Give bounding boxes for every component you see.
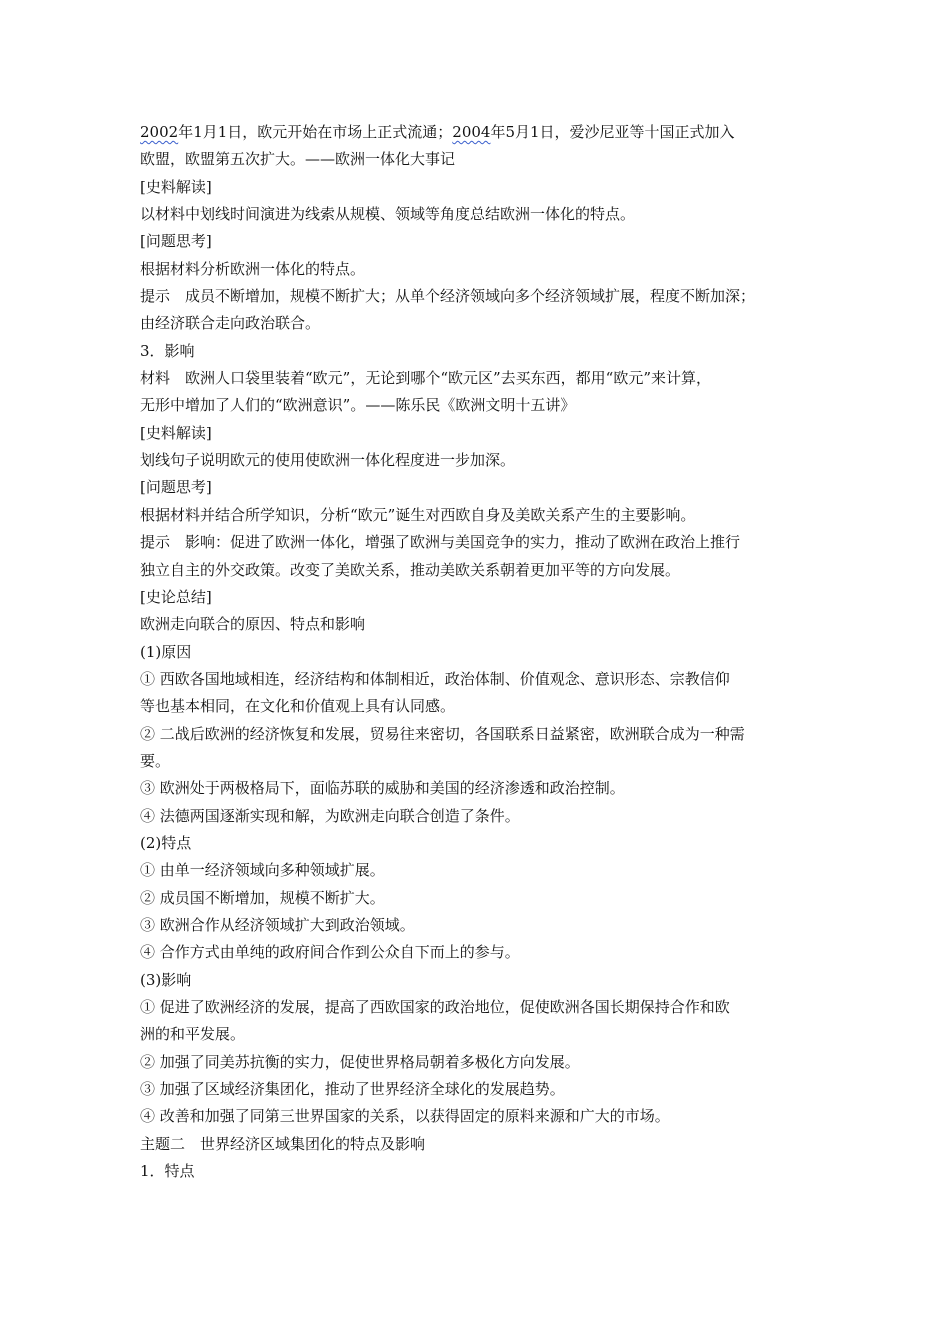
text-line: [140, 939, 830, 966]
text-run: (1)原因: [140, 642, 192, 661]
text-run: [问题思考]: [140, 478, 212, 497]
text-run: 无形中增加了人们的“欧洲意识”。——陈乐民《欧洲文明十五讲》: [140, 396, 576, 415]
text-line: [140, 119, 830, 146]
text-run: 3．影响: [140, 341, 195, 360]
text-run: 由经济联合走向政治联合。: [140, 314, 321, 333]
text-line: [140, 584, 830, 611]
text-run: ② 二战后欧洲的经济恢复和发展，贸易往来密切，各国联系日益紧密，欧洲联合成为一种需: [140, 724, 745, 743]
text-line: [140, 146, 830, 173]
text-line: [140, 775, 830, 802]
text-line: [140, 256, 830, 283]
text-run: ③ 加强了区域经济集团化，推动了世界经济全球化的发展趋势。: [140, 1080, 565, 1099]
text-line: [140, 912, 830, 939]
text-line: [140, 639, 830, 666]
text-line: [140, 201, 830, 228]
text-line: [140, 748, 830, 775]
text-run: 欧盟，欧盟第五次扩大。——欧洲一体化大事记: [140, 150, 456, 169]
text-line: [140, 474, 830, 501]
text-line: [140, 693, 830, 720]
text-run: ④ 法德两国逐渐实现和解，为欧洲走向联合创造了条件。: [140, 806, 520, 825]
text-run: 材料 欧洲人口袋里装着“欧元”，无论到哪个“欧元区”去买东西，都用“欧元”来计算，: [140, 369, 712, 388]
text-run: 等也基本相同，在文化和价值观上具有认同感。: [140, 697, 456, 716]
text-run: 提示 影响：促进了欧洲一体化，增强了欧洲与美国竞争的实力，推动了欧洲在政治上推行: [140, 533, 741, 552]
text-line: [140, 1131, 830, 1158]
text-line: [140, 365, 830, 392]
text-line: [140, 174, 830, 201]
text-run: 提示 成员不断增加，规模不断扩大；从单个经济领域向多个经济领域扩展，程度不断加深；: [140, 287, 756, 306]
text-run: 以材料中划线时间演进为线索从规模、领域等角度总结欧洲一体化的特点。: [140, 205, 636, 224]
text-line: [140, 830, 830, 857]
text-line: [140, 1021, 830, 1048]
text-line: [140, 228, 830, 255]
text-run: 划线句子说明欧元的使用使欧洲一体化程度进一步加深。: [140, 451, 516, 470]
wavy-underlined-date: 2002: [140, 123, 179, 141]
text-line: [140, 803, 830, 830]
text-run: ① 由单一经济领域向多种领域扩展。: [140, 861, 385, 880]
text-run: (3)影响: [140, 970, 192, 989]
text-line: [140, 1158, 830, 1185]
text-run: 1．特点: [140, 1162, 195, 1181]
text-run: [史料解读]: [140, 177, 212, 196]
text-run: ③ 欧洲处于两极格局下，面临苏联的威胁和美国的经济渗透和政治控制。: [140, 779, 625, 798]
text-line: [140, 310, 830, 337]
document-body: [140, 119, 830, 1185]
text-line: [140, 1049, 830, 1076]
wavy-underlined-date: 2004: [452, 123, 491, 141]
text-line: [140, 611, 830, 638]
text-run: [史论总结]: [140, 587, 212, 606]
text-run: 欧洲走向联合的原因、特点和影响: [140, 615, 366, 634]
text-run: ④ 改善和加强了同第三世界国家的关系，以获得固定的原料来源和广大的市场。: [140, 1107, 670, 1126]
text-run: 年1月1日，欧元开始在市场上正式流通；: [178, 123, 453, 141]
text-run: 根据材料并结合所学知识，分析“欧元”诞生对西欧自身及美欧关系产生的主要影响。: [140, 505, 696, 524]
text-run: 洲的和平发展。: [140, 1025, 246, 1044]
text-run: ② 加强了同美苏抗衡的实力，促使世界格局朝着多极化方向发展。: [140, 1052, 580, 1071]
text-line: [140, 447, 830, 474]
text-run: (2)特点: [140, 833, 192, 852]
text-run: ② 成员国不断增加，规模不断扩大。: [140, 888, 385, 907]
text-line: [140, 1103, 830, 1130]
text-run: ④ 合作方式由单纯的政府间合作到公众自下而上的参与。: [140, 943, 520, 962]
text-line: [140, 502, 830, 529]
text-run: [问题思考]: [140, 232, 212, 251]
text-run: 主题二 世界经济区域集团化的特点及影响: [140, 1134, 426, 1153]
text-run: ① 促进了欧洲经济的发展，提高了西欧国家的政治地位，促使欧洲各国长期保持合作和欧: [140, 998, 730, 1016]
text-run: 根据材料分析欧洲一体化的特点。: [140, 259, 366, 278]
text-run: ③ 欧洲合作从经济领域扩大到政治领域。: [140, 915, 415, 934]
text-line: [140, 392, 830, 419]
text-line: [140, 283, 830, 310]
text-line: [140, 857, 830, 884]
text-line: [140, 721, 830, 748]
text-run: [史料解读]: [140, 423, 212, 442]
text-line: [140, 994, 830, 1021]
text-run: ① 西欧各国地域相连，经济结构和体制相近，政治体制、价值观念、意识形态、宗教信仰: [140, 669, 730, 688]
text-line: [140, 529, 830, 556]
text-line: [140, 885, 830, 912]
text-run: 独立自主的外交政策。改变了美欧关系，推动美欧关系朝着更加平等的方向发展。: [140, 560, 681, 579]
text-line: [140, 967, 830, 994]
text-line: [140, 338, 830, 365]
text-line: [140, 666, 830, 693]
text-line: [140, 1076, 830, 1103]
text-line: [140, 557, 830, 584]
text-line: [140, 420, 830, 447]
text-run: 要。: [140, 751, 171, 770]
text-run: 年5月1日，爱沙尼亚等十国正式加入: [490, 123, 735, 141]
